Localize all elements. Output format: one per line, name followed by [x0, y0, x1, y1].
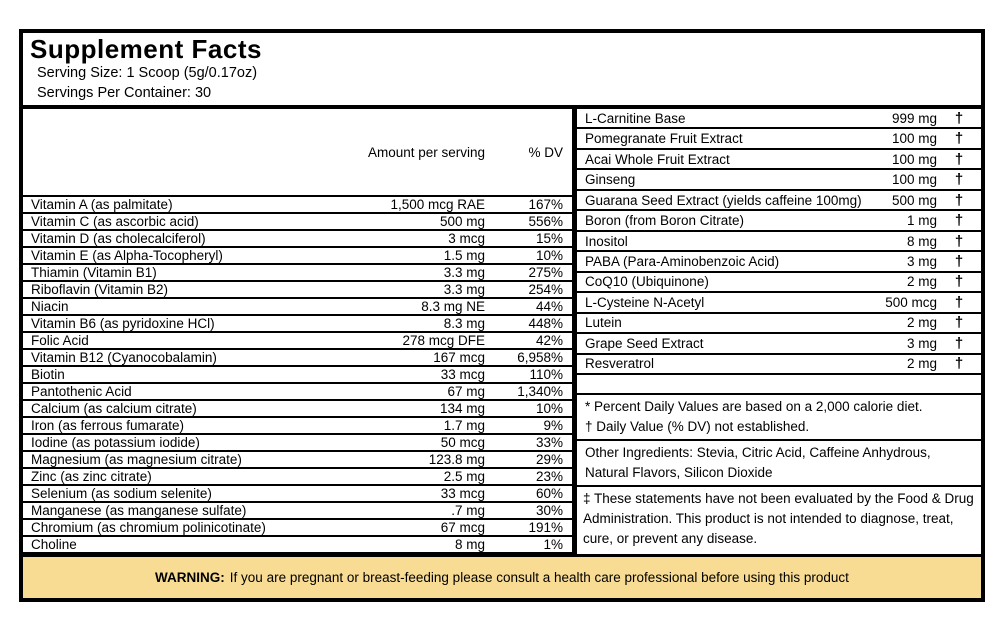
table-row	[577, 273, 981, 293]
ingredient-name: Folic Acid	[31, 333, 89, 348]
table-row	[23, 350, 572, 367]
ingredient-dv: 44%	[535, 299, 563, 314]
ingredient-amount: 500 mg	[891, 192, 937, 208]
ingredient-amount: 33 mcg	[440, 367, 485, 382]
ingredient-dv: 254%	[528, 282, 563, 297]
ingredient-name: Pantothenic Acid	[31, 384, 132, 399]
ingredient-amount: 100 mg	[891, 172, 937, 188]
ingredient-amount: 67 mg	[447, 384, 485, 399]
ingredient-name: Vitamin C (as ascorbic acid)	[31, 214, 199, 229]
page-title: Supplement Facts	[30, 34, 262, 64]
table-row	[23, 384, 572, 401]
table-row	[23, 469, 572, 486]
ingredient-amount: 67 mcg	[440, 520, 485, 535]
ingredient-amount: 3.3 mg	[443, 265, 485, 280]
ingredient-name: Vitamin E (as Alpha-Tocopheryl)	[31, 248, 223, 263]
ingredient-amount: 3 mcg	[448, 231, 485, 246]
ingredient-name: Selenium (as sodium selenite)	[31, 486, 212, 501]
ingredient-dv: 167%	[528, 197, 563, 212]
ingredient-name: Vitamin D (as cholecalciferol)	[31, 231, 206, 246]
table-row	[23, 265, 572, 282]
left-table-header-row	[23, 109, 572, 197]
ingredient-name: Vitamin A (as palmitate)	[31, 197, 173, 212]
table-row	[577, 232, 981, 252]
table-row	[23, 503, 572, 520]
table-row	[577, 150, 981, 170]
table-row	[577, 314, 981, 334]
ingredient-name: Lutein	[585, 315, 622, 331]
ingredient-amount: 500 mcg	[885, 294, 937, 310]
ingredient-amount: 167 mcg	[433, 350, 485, 365]
dv-footnotes	[577, 395, 981, 441]
table-row	[23, 401, 572, 418]
footnote-percent-dv: * Percent Daily Values are based on a 2,000 calorie diet.	[585, 399, 923, 414]
ingredient-dv: 6,958%	[517, 350, 563, 365]
ingredient-name: Resveratrol	[585, 356, 655, 372]
table-row	[23, 197, 572, 214]
facts-body	[23, 109, 981, 554]
ingredient-dv: 191%	[528, 520, 563, 535]
table-row	[23, 282, 572, 299]
percent-dv-header: % DV	[528, 144, 563, 160]
ingredient-name: Iodine (as potassium iodide)	[31, 435, 200, 450]
ingredient-amount: 1,500 mcg RAE	[390, 197, 485, 212]
ingredient-name: Niacin	[31, 299, 69, 314]
ingredient-dv: 29%	[535, 452, 563, 467]
ingredient-name: Boron (from Boron Citrate)	[585, 213, 745, 229]
left-table-rows	[23, 197, 572, 554]
ingredient-dv: 9%	[543, 418, 563, 433]
ingredient-name: PABA (Para-Aminobenzoic Acid)	[585, 254, 780, 270]
right-table	[572, 109, 981, 554]
warning-label: WARNING:	[155, 570, 225, 585]
ingredient-amount: 123.8 mg	[428, 452, 485, 467]
table-row	[23, 248, 572, 265]
table-row	[23, 486, 572, 503]
ingredient-amount: 134 mg	[439, 401, 485, 416]
dagger-symbol: †	[954, 355, 964, 373]
ingredient-dv: 33%	[535, 435, 563, 450]
table-row	[23, 333, 572, 350]
ingredient-dv: 30%	[535, 503, 563, 518]
ingredient-dv: 42%	[535, 333, 563, 348]
ingredient-name: Chromium (as chromium polinicotinate)	[31, 520, 266, 535]
ingredient-amount: 1.7 mg	[443, 418, 485, 433]
ingredient-name: Iron (as ferrous fumarate)	[31, 418, 185, 433]
ingredient-dv: 275%	[528, 265, 563, 280]
dagger-symbol: †	[954, 253, 964, 271]
ingredient-amount: 100 mg	[891, 131, 937, 147]
ingredient-amount: .7 mg	[451, 503, 485, 518]
ingredient-dv: 15%	[535, 231, 563, 246]
ingredient-dv: 23%	[535, 469, 563, 484]
ingredient-amount: 500 mg	[439, 214, 485, 229]
ingredient-amount: 33 mcg	[440, 486, 485, 501]
ingredient-amount: 8.3 mg	[443, 316, 485, 331]
table-row	[577, 109, 981, 129]
ingredient-dv: 448%	[528, 316, 563, 331]
right-table-rows	[577, 109, 981, 375]
ingredient-amount: 2 mg	[906, 274, 937, 290]
amount-per-serving-header: Amount per serving	[367, 144, 485, 160]
ingredient-name: L-Cysteine N-Acetyl	[585, 294, 705, 310]
ingredient-name: Manganese (as manganese sulfate)	[31, 503, 247, 518]
warning-bar	[23, 554, 981, 598]
dagger-symbol: †	[954, 109, 964, 127]
footnote-dagger: † Daily Value (% DV) not established.	[585, 419, 810, 434]
table-row	[23, 316, 572, 333]
ingredient-name: Choline	[31, 537, 77, 552]
ingredient-amount: 2.5 mg	[443, 469, 485, 484]
ingredient-amount: 100 mg	[891, 151, 937, 167]
left-table	[23, 109, 572, 554]
table-row	[577, 355, 981, 375]
ingredient-dv: 10%	[535, 248, 563, 263]
table-row	[577, 170, 981, 190]
warning-text: If you are pregnant or breast-feeding please consult a health care professional before using this product	[229, 570, 849, 585]
table-row	[23, 214, 572, 231]
ingredient-name: L-Carnitine Base	[585, 110, 686, 126]
ingredient-dv: 60%	[535, 486, 563, 501]
ingredient-name: Vitamin B12 (Cyanocobalamin)	[31, 350, 217, 365]
ingredient-name: Zinc (as zinc citrate)	[31, 469, 152, 484]
table-row	[577, 211, 981, 231]
table-row	[23, 520, 572, 537]
ingredient-name: Calcium (as calcium citrate)	[31, 401, 197, 416]
ingredient-name: Thiamin (Vitamin B1)	[31, 265, 157, 280]
ingredient-name: Pomegranate Fruit Extract	[585, 131, 743, 147]
fda-disclaimer: ‡ These statements have not been evaluated by the Food & Drug Administration. This product is not intended to diagnose, treat, cure, or prevent any disease.	[583, 491, 974, 546]
table-row	[577, 252, 981, 272]
ingredient-dv: 10%	[535, 401, 563, 416]
table-row	[23, 418, 572, 435]
ingredient-name: Grape Seed Extract	[585, 335, 704, 351]
ingredient-amount: 50 mcg	[440, 435, 485, 450]
table-row	[23, 452, 572, 469]
table-row	[577, 191, 981, 211]
dagger-symbol: †	[954, 232, 964, 250]
empty-row	[577, 375, 981, 395]
dagger-symbol: †	[954, 334, 964, 352]
ingredient-name: Riboflavin (Vitamin B2)	[31, 282, 169, 297]
ingredient-amount: 2 mg	[906, 356, 937, 372]
dagger-symbol: †	[954, 150, 964, 168]
label-header	[23, 33, 981, 109]
dagger-symbol: †	[954, 293, 964, 311]
ingredient-name: Vitamin B6 (as pyridoxine HCl)	[31, 316, 215, 331]
ingredient-amount: 3 mg	[906, 335, 937, 351]
ingredient-dv: 1%	[543, 537, 563, 552]
dagger-symbol: †	[954, 191, 964, 209]
dagger-symbol: †	[954, 212, 964, 230]
table-row	[23, 367, 572, 384]
dagger-symbol: †	[954, 273, 964, 291]
ingredient-amount: 8 mg	[906, 233, 937, 249]
ingredient-name: Acai Whole Fruit Extract	[585, 151, 730, 167]
ingredient-name: Ginseng	[585, 172, 636, 188]
table-row	[577, 293, 981, 313]
table-row	[23, 299, 572, 316]
serving-size: Serving Size: 1 Scoop (5g/0.17oz)	[37, 65, 258, 81]
supplement-facts-label	[19, 29, 985, 602]
ingredient-name: Guarana Seed Extract (yields caffeine 100mg)	[585, 192, 862, 208]
ingredient-amount: 2 mg	[906, 315, 937, 331]
other-ingredients: Other Ingredients: Stevia, Citric Acid, Caffeine Anhydrous, Natural Flavors, Silicon Dioxide	[577, 441, 981, 487]
ingredient-name: Inositol	[585, 233, 628, 249]
servings-per-container: Servings Per Container: 30	[37, 85, 212, 101]
ingredient-amount: 8.3 mg NE	[421, 299, 485, 314]
table-row	[23, 435, 572, 452]
ingredient-dv: 1,340%	[517, 384, 563, 399]
ingredient-amount: 1 mg	[906, 213, 937, 229]
ingredient-amount: 3.3 mg	[443, 282, 485, 297]
table-row	[577, 129, 981, 149]
ingredient-amount: 3 mg	[906, 254, 937, 270]
ingredient-name: Magnesium (as magnesium citrate)	[31, 452, 242, 467]
ingredient-amount: 8 mg	[454, 537, 485, 552]
dagger-symbol: †	[954, 130, 964, 148]
dagger-symbol: †	[954, 171, 964, 189]
table-row	[23, 537, 572, 554]
table-row	[23, 231, 572, 248]
ingredient-amount: 278 mcg DFE	[402, 333, 485, 348]
ingredient-amount: 1.5 mg	[443, 248, 485, 263]
ingredient-dv: 556%	[528, 214, 563, 229]
ingredient-name: Biotin	[31, 367, 65, 382]
ingredient-amount: 999 mg	[891, 110, 937, 126]
ingredient-name: CoQ10 (Ubiquinone)	[585, 274, 709, 290]
dagger-symbol: †	[954, 314, 964, 332]
table-row	[577, 334, 981, 354]
ingredient-dv: 110%	[529, 367, 563, 382]
